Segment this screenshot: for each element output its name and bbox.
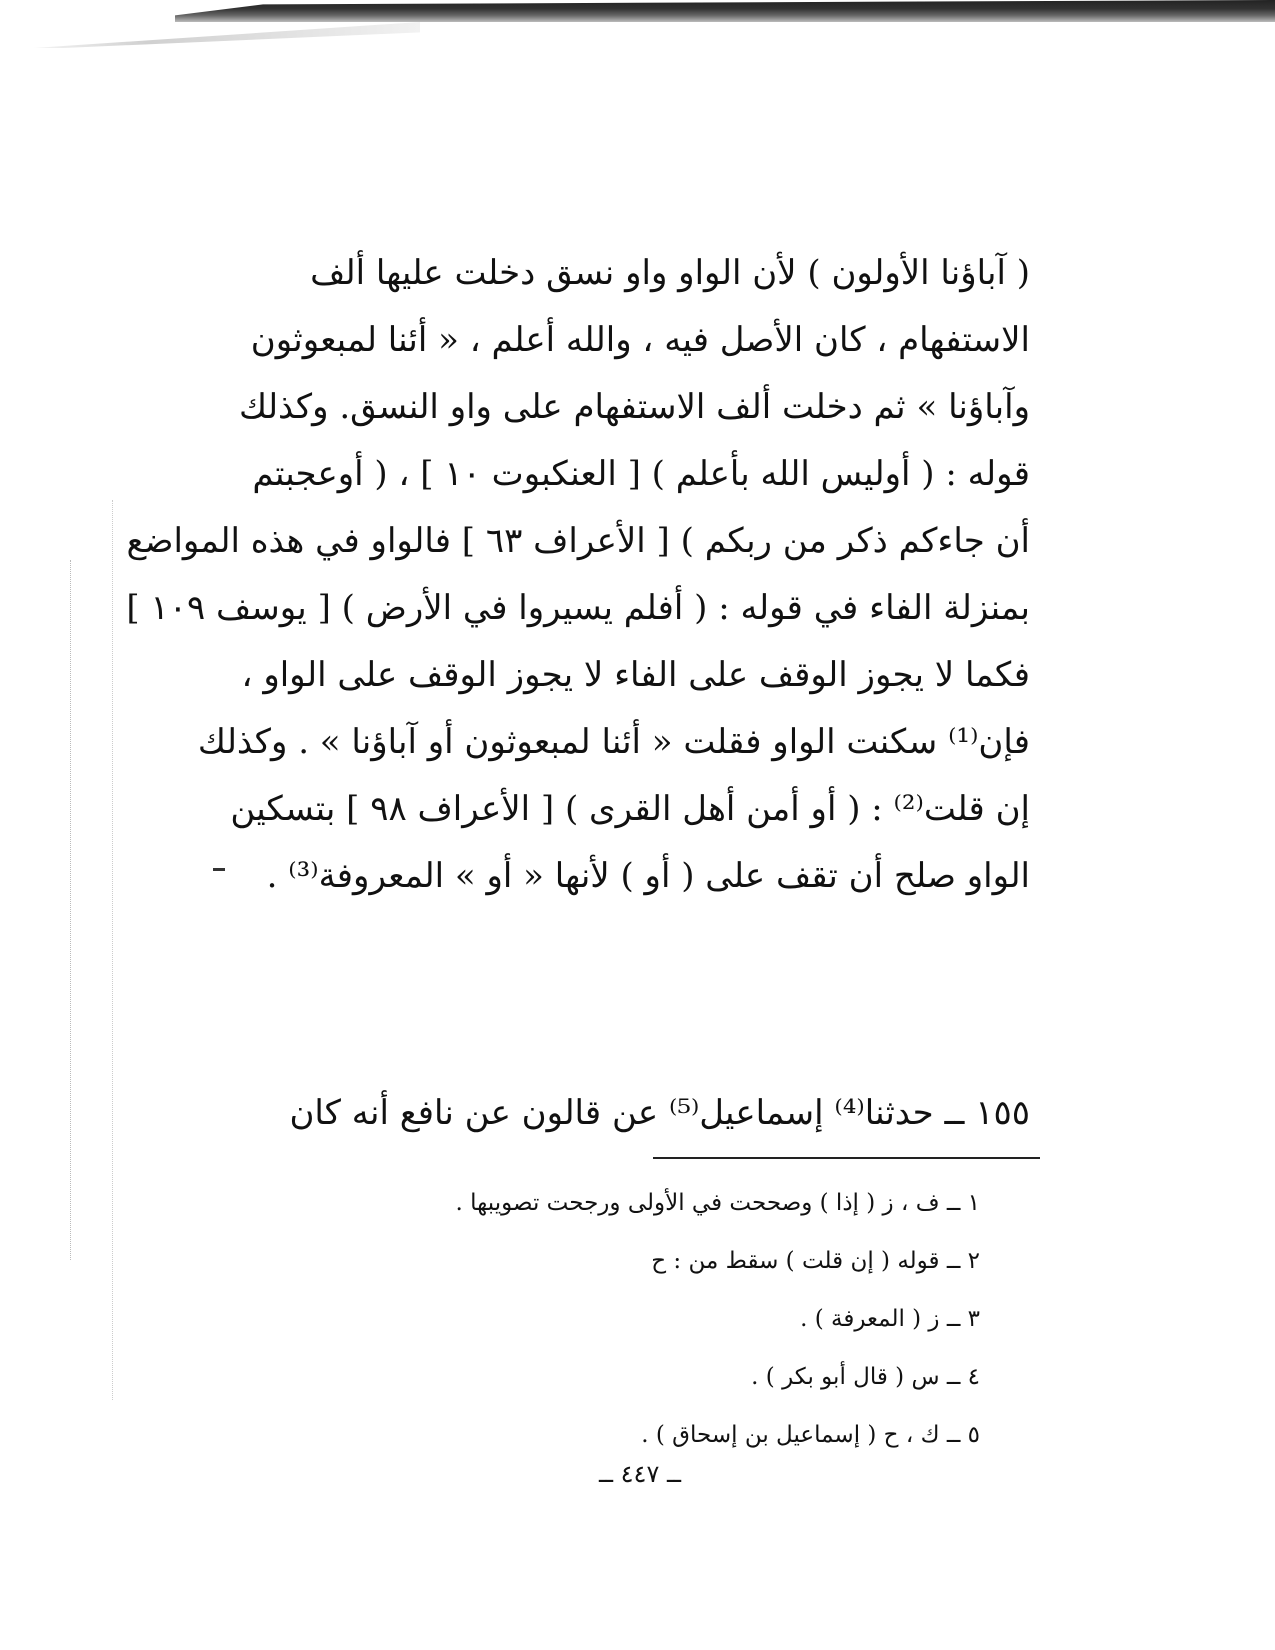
text-line: فكما لا يجوز الوقف على الفاء لا يجوز الوقف على الواو ، — [241, 655, 1030, 695]
scan-margin-dots — [70, 560, 75, 1260]
text-line: الواو صلح أن تقف على ( أو ) لأنها « أو » المعروفة⁽³⁾ . — [266, 856, 1030, 896]
footnote-separator — [653, 1157, 1040, 1159]
footnote-item: ٢ ــ قوله ( إن قلت ) سقط من : ح — [651, 1248, 980, 1274]
footnotes — [380, 1174, 980, 1464]
page-number: ــ ٤٤٧ ــ — [598, 1460, 682, 1488]
text-line: ( آباؤنا الأولون ) لأن الواو واو نسق دخلت عليها ألف — [310, 253, 1030, 293]
footnote-item: ٣ ــ ز ( المعرفة ) . — [800, 1306, 980, 1332]
margin-mark — [213, 868, 225, 871]
scan-edge-shadow — [0, 22, 420, 48]
text-line: الاستفهام ، كان الأصل فيه ، والله أعلم ، « أئنا لمبعوثون — [250, 320, 1030, 360]
text-line: أن جاءكم ذكر من ربكم ) [ الأعراف ٦٣ ] فالواو في هذه المواضع — [126, 521, 1030, 561]
main-text — [126, 240, 1030, 910]
text-line: بمنزلة الفاء في قوله : ( أفلم يسيروا في الأرض ) [ يوسف ١٠٩ ] — [126, 588, 1030, 628]
footnote-item: ٥ ــ ك ، ح ( إسماعيل بن إسحاق ) . — [641, 1422, 980, 1448]
text-line: وآباؤنا » ثم دخلت ألف الاستفهام على واو النسق. وكذلك — [239, 387, 1030, 427]
scan-edge-bar — [175, 0, 1275, 22]
paragraph-155: ١٥٥ ــ حدثنا⁽⁴⁾ إسماعيل⁽⁵⁾ عن قالون عن نافع أنه كان — [289, 1093, 1030, 1133]
footnote-item: ١ ــ ف ، ز ( إذا ) وصححت في الأولى ورجحت تصويبها . — [455, 1190, 980, 1216]
text-line: فإن⁽¹⁾ سكنت الواو فقلت « أئنا لمبعوثون أو آباؤنا » . وكذلك — [197, 722, 1030, 762]
text-line: إن قلت⁽²⁾ : ( أو أمن أهل القرى ) [ الأعراف ٩٨ ] بتسكين — [230, 789, 1030, 829]
footnote-item: ٤ ــ س ( قال أبو بكر ) . — [751, 1364, 980, 1390]
text-line: قوله : ( أوليس الله بأعلم ) [ العنكبوت ١٠ ] ، ( أوعجبتم — [252, 454, 1030, 494]
scan-margin-dots-inner — [112, 500, 117, 1400]
